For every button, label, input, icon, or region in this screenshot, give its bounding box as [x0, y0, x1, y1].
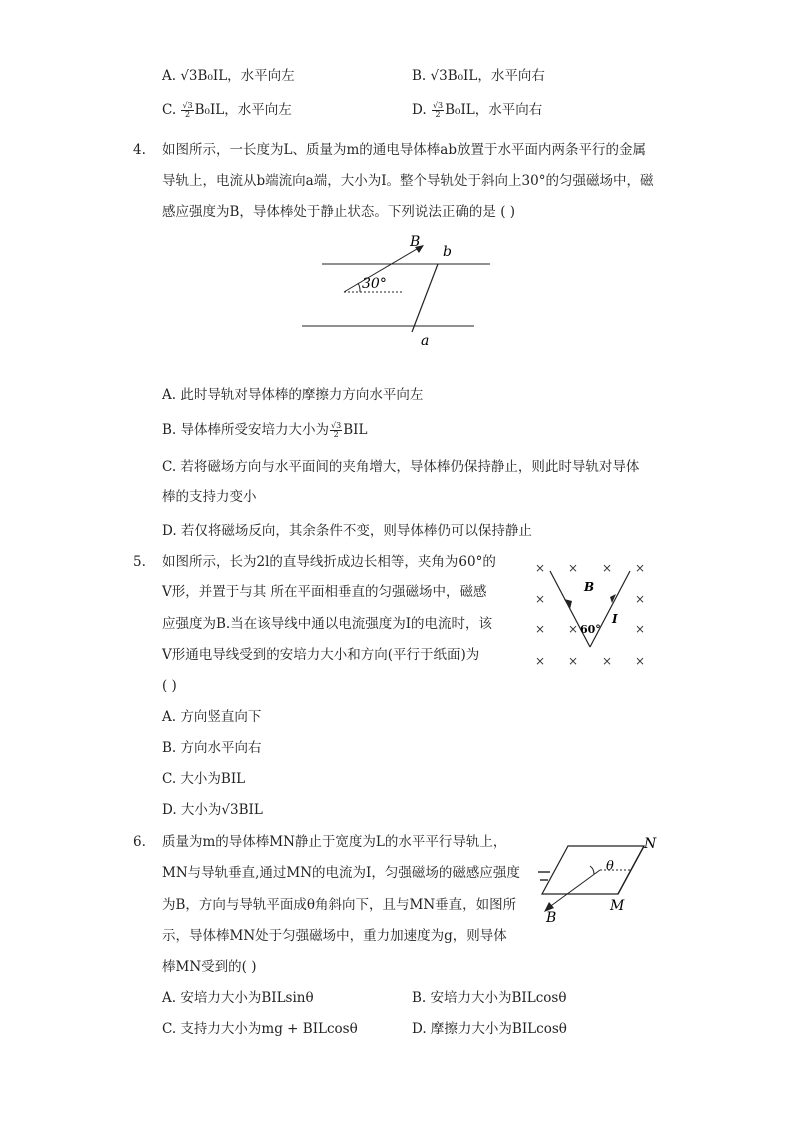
- q3-option-c-text: B₀IL，水平向左: [194, 102, 292, 118]
- q4-rail-figure: [300, 228, 500, 348]
- conductor-rod-ab: [412, 264, 438, 332]
- q6-stem-line-1: 质量为m的导体棒MN静止于宽度为L的水平平行导轨上，: [162, 834, 507, 850]
- angle-arc: [590, 866, 594, 874]
- q4-stem-line-3: 感应强度为B，导体棒处于静止状态。下列说法正确的是 ( ): [162, 204, 516, 220]
- field-line-B: [548, 870, 600, 908]
- q5-v-wire-figure: [528, 553, 658, 673]
- q5-stem-line-4: V形通电导线受到的安培力大小和方向(平行于纸面)为: [162, 647, 480, 663]
- fraction: $\frac{√3}{2}$: [331, 421, 342, 439]
- label-B: B: [410, 234, 421, 250]
- q6-option-d[interactable]: D. 摩擦力大小为BILcosθ: [412, 1021, 567, 1037]
- q4-option-a[interactable]: A. 此时导轨对导体棒的摩擦力方向水平向左: [162, 387, 424, 403]
- label-B: B: [546, 910, 557, 922]
- magnetic-field-crosses: [535, 561, 645, 668]
- field-cross: ×: [635, 592, 646, 606]
- q4-number: 4.: [133, 142, 146, 158]
- q3-option-d-prefix: D.: [412, 102, 431, 118]
- q5-stem-line-5: ( ): [162, 678, 177, 694]
- q6-stem-line-4: 示，导体棒MN处于匀强磁场中，重力加速度为g，则导体: [162, 928, 507, 944]
- q6-stem-line-5: 棒MN受到的( ): [162, 959, 257, 975]
- angle-label: 60°: [580, 623, 601, 636]
- field-cross: ×: [635, 561, 646, 575]
- field-cross: ×: [568, 622, 579, 636]
- q6-option-a[interactable]: A. 安培力大小为BILsinθ: [162, 990, 314, 1006]
- q4-option-d[interactable]: D. 若仅将磁场反向，其余条件不变，则导体棒仍可以保持静止: [162, 523, 532, 539]
- q3-option-b[interactable]: B. √3B₀IL，水平向右: [412, 68, 545, 84]
- q6-option-b[interactable]: B. 安培力大小为BILcosθ: [412, 990, 567, 1006]
- q3-option-c[interactable]: [162, 101, 292, 119]
- field-cross: ×: [635, 654, 646, 668]
- q5-stem-line-3: 应强度为B.当在该导线中通以电流强度为I的电流时，该: [162, 616, 493, 632]
- q5-option-a[interactable]: A. 方向竖直向下: [162, 709, 262, 725]
- angle-label: 30°: [362, 276, 387, 292]
- field-cross: ×: [535, 622, 546, 636]
- angle-label: θ: [606, 859, 614, 874]
- q6-option-c[interactable]: C. 支持力大小为mg + BILcosθ: [162, 1021, 358, 1037]
- q3-option-d-text: B₀IL，水平向右: [445, 102, 543, 118]
- q6-parallelogram-figure: [530, 830, 665, 922]
- q3-option-a[interactable]: A. √3B₀IL，水平向左: [162, 68, 295, 84]
- label-a: a: [421, 333, 430, 348]
- label-I: I: [612, 612, 618, 626]
- q3-option-c-prefix: C.: [162, 102, 181, 118]
- label-M: M: [610, 898, 625, 914]
- q4-option-b-text: B. 导体棒所受安培力大小为: [162, 422, 330, 438]
- field-cross: ×: [535, 654, 546, 668]
- q3-option-d[interactable]: [412, 101, 542, 119]
- field-cross: ×: [535, 561, 546, 575]
- field-cross: ×: [568, 654, 579, 668]
- q5-number: 5.: [133, 554, 146, 570]
- q4-option-b-suffix: BIL: [343, 422, 368, 438]
- field-cross: ×: [602, 561, 613, 575]
- q5-option-d[interactable]: D. 大小为√3BIL: [162, 802, 263, 818]
- q5-option-c[interactable]: C. 大小为BIL: [162, 771, 246, 787]
- field-cross: ×: [568, 561, 579, 575]
- q4-stem-line-2: 导轨上，电流从b端流向a端，大小为I。整个导轨处于斜向上30°的匀强磁场中，磁: [162, 173, 654, 189]
- q4-stem-line-1: 如图所示，一长度为L、质量为m的通电导体棒ab放置于水平面内两条平行的金属: [162, 142, 646, 158]
- field-cross: ×: [635, 622, 646, 636]
- q5-option-b[interactable]: B. 方向水平向右: [162, 740, 262, 756]
- q4-option-c[interactable]: C. 若将磁场方向与水平面间的夹角增大，导体棒仍保持静止，则此时导轨对导体: [162, 459, 640, 475]
- q5-stem-line-2: V形，并置于与其 所在平面相垂直的匀强磁场中，磁感: [162, 584, 487, 600]
- label-B: B: [584, 580, 595, 594]
- fraction: $\frac{√3}{2}$: [432, 101, 444, 119]
- label-N: N: [644, 836, 657, 852]
- fraction: $\frac{√3}{2}$: [182, 101, 193, 119]
- q6-number: 6.: [133, 834, 146, 850]
- angle-arc: [358, 283, 360, 292]
- field-cross: ×: [602, 654, 613, 668]
- q6-stem-line-2: MN与导轨垂直,通过MN的电流为I，匀强磁场的磁感应强度: [162, 865, 520, 881]
- current-arrow-left: [564, 599, 572, 609]
- q5-stem-line-1: 如图所示，长为2l的直导线折成边长相等，夹角为60°的: [162, 554, 496, 570]
- label-b: b: [443, 244, 452, 260]
- field-cross: ×: [535, 592, 546, 606]
- q4-option-c-continued: 棒的支持力变小: [162, 489, 257, 505]
- q4-option-b[interactable]: [162, 421, 367, 439]
- q6-stem-line-3: 为B，方向与导轨平面成θ角斜向下，且与MN垂直，如图所: [162, 897, 517, 913]
